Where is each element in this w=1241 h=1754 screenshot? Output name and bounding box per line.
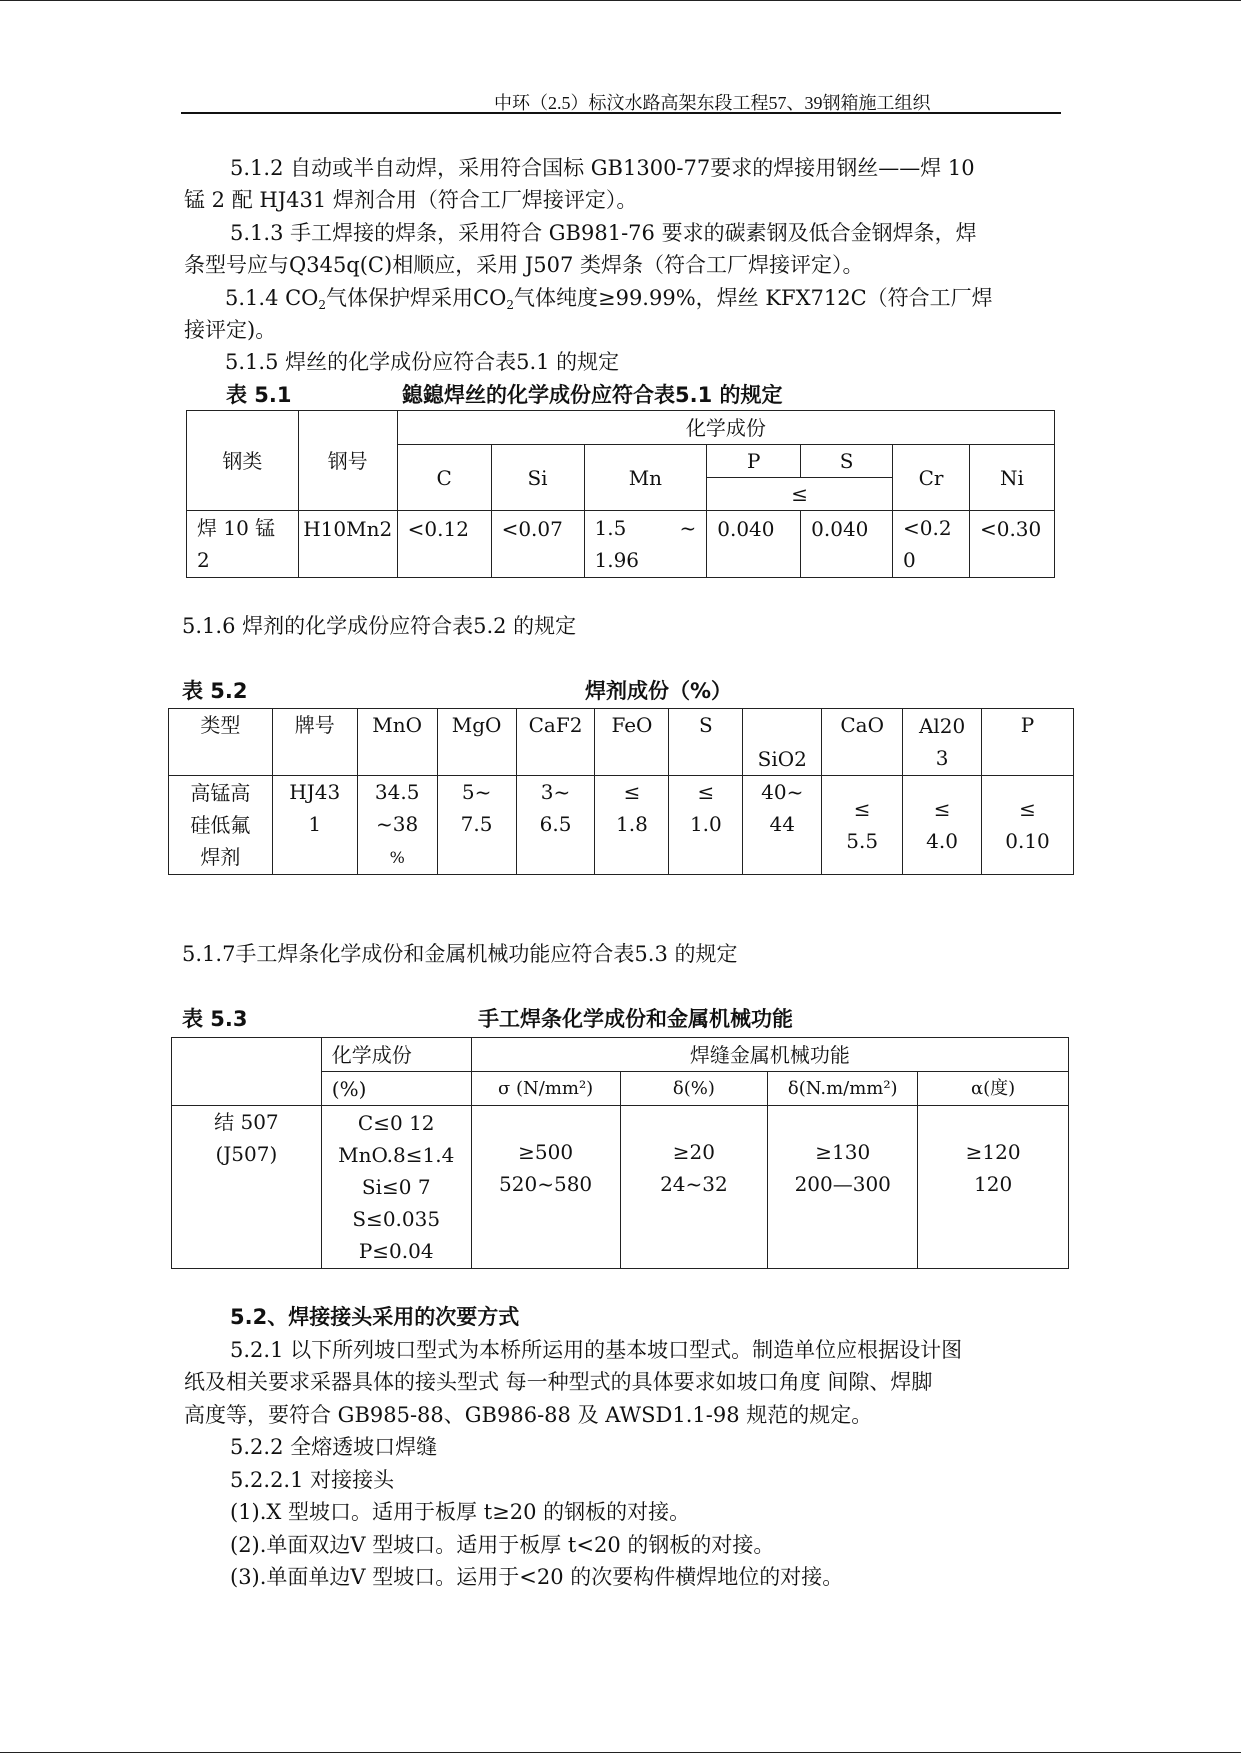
table-5-3-caption-title: 手工焊条化学成份和金属机械功能 <box>478 1007 793 1031</box>
paragraph-5-1-4-line-2: 接评定)。 <box>184 318 277 342</box>
table-5-3-header-alpha: α(度) <box>918 1072 1069 1106</box>
table-5-2-cell-mgo: 5~ 7.5 <box>437 776 516 875</box>
table-5-3-header-sigma: σ (N/mm²) <box>471 1072 620 1106</box>
table-5-2-header-sio2: SiO2 <box>743 709 822 776</box>
table-5-2-header-p: P <box>982 709 1074 776</box>
table-5-2-header-brand: 牌号 <box>272 709 357 776</box>
table-5-3-header-blank <box>172 1038 322 1106</box>
table-5-2-cell-al2o3: ≤ 4.0 <box>903 776 982 875</box>
table-5-3-caption-number: 表 5.3 <box>182 1007 248 1031</box>
table-5-2-cell-type: 高锰高 硅低氟 焊剂 <box>169 776 273 875</box>
p514-sub-2: 2 <box>506 298 514 312</box>
p514-part-1: 5.1.4 CO <box>225 286 319 310</box>
table-5-1-header-cr: Cr <box>893 445 970 511</box>
table-5-3-cell-delta-energy: ≥130 200—300 <box>768 1106 918 1269</box>
table-5-3-cell-chemistry: C≤0 12 MnO.8≤1.4 Si≤0 7 S≤0.035 P≤0.04 <box>321 1106 471 1269</box>
paragraph-5-2-2-1: 5.2.2.1 对接接头 <box>230 1468 395 1492</box>
table-5-2-header-cao: CaO <box>822 709 903 776</box>
table-5-1 <box>186 410 1055 578</box>
page-bottom-border <box>0 1752 1241 1753</box>
table-row <box>187 511 1055 578</box>
paragraph-5-2-1-line-2: 纸及相关要求采器具体的接头型式 每一种型式的具体要求如坡口角度 间隙、焊脚 <box>184 1370 933 1394</box>
paragraph-5-1-5: 5.1.5 焊丝的化学成份应符合表5.1 的规定 <box>225 350 620 374</box>
table-5-2-cell-brand: HJ43 1 <box>272 776 357 875</box>
table-5-2-cell-feo: ≤ 1.8 <box>595 776 669 875</box>
table-5-3-cell-sigma: ≥500 520~580 <box>471 1106 620 1269</box>
table-5-1-caption-number: 表 5.1 <box>226 383 292 407</box>
header-title: 中环（2.5）标汶水路高架东段工程57、39钢箱施工组织 <box>494 93 931 113</box>
table-5-1-header-type: 钢类 <box>187 411 299 511</box>
list-item: (1).X 型坡口。适用于板厚 t≥20 的钢板的对接。 <box>230 1500 691 1524</box>
table-5-1-cell-ni: <0.30 <box>969 511 1054 578</box>
table-row <box>169 776 1074 875</box>
table-5-1-header-p: P <box>707 445 801 478</box>
p514-part-3: 气体纯度≥99.99%，焊丝 KFX712C（符合工厂焊 <box>513 286 993 310</box>
p514-sub-1: 2 <box>318 298 327 312</box>
list-item: (3).单面单边V 型坡口。运用于<20 的次要构件横焊地位的对接。 <box>230 1565 844 1589</box>
table-5-1-cell-cr: <0.2 0 <box>893 511 970 578</box>
table-5-1-header-le: ≤ <box>707 478 893 511</box>
paragraph-5-1-2-line-1: 5.1.2 自动或半自动焊，采用符合国标 GB1300-77要求的焊接用钢丝——焊 10 <box>230 156 975 180</box>
table-5-1-header-mn: Mn <box>584 445 707 511</box>
table-5-1-caption-title: 鎴鎴焊丝的化学成份应符合表5.1 的规定 <box>402 383 783 407</box>
table-5-2-cell-p: ≤ 0.10 <box>982 776 1074 875</box>
table-5-1-header-chemistry: 化学成份 <box>397 411 1054 445</box>
list-item: (2).单面双边V 型坡口。适用于板厚 t<20 的钢板的对接。 <box>230 1533 775 1557</box>
paragraph-5-2-1-line-3: 高度等，要符合 GB985-88、GB986-88 及 AWSD1.1-98 规范的规定。 <box>184 1403 873 1427</box>
table-5-2-cell-mno: 34.5 ~38 % <box>357 776 437 875</box>
table-5-2-cell-sio2: 40~ 44 <box>743 776 822 875</box>
table-5-3-header-delta: δ(%) <box>620 1072 768 1106</box>
table-5-2-header-type: 类型 <box>169 709 273 776</box>
table-5-2-header-mno: MnO <box>357 709 437 776</box>
paragraph-5-1-7: 5.1.7手工焊条化学成份和金属机械功能应符合表5.3 的规定 <box>182 942 738 966</box>
paragraph-5-1-4-line-1 <box>225 284 993 319</box>
table-5-1-header-c: C <box>397 445 491 511</box>
p514-part-2: 气体保护焊采用CO <box>326 286 507 310</box>
table-5-2-header-caf2: CaF2 <box>516 709 595 776</box>
table-5-2-cell-s: ≤ 1.0 <box>669 776 743 875</box>
table-5-2-header-mgo: MgO <box>437 709 516 776</box>
paragraph-5-1-2-line-2: 锰 2 配 HJ431 焊剂合用（符合工厂焊接评定）。 <box>184 188 638 212</box>
table-5-1-cell-si: <0.07 <box>491 511 584 578</box>
table-5-1-cell-grade: H10Mn2 <box>298 511 397 578</box>
table-5-2-cell-cao: ≤ 5.5 <box>822 776 903 875</box>
table-5-1-cell-mn: 1.5 ~ 1.96 <box>584 511 707 578</box>
table-5-2-cell-caf2: 3~ 6.5 <box>516 776 595 875</box>
table-5-2-caption-number: 表 5.2 <box>182 679 248 703</box>
table-5-3-header-chemistry: 化学成份 <box>321 1038 471 1072</box>
table-5-3 <box>171 1037 1069 1269</box>
table-row <box>172 1106 1069 1269</box>
table-5-3-cell-alpha: ≥120 120 <box>918 1106 1069 1269</box>
table-5-1-header-grade: 钢号 <box>298 411 397 511</box>
table-5-2 <box>168 708 1074 875</box>
table-5-2-header-feo: FeO <box>595 709 669 776</box>
paragraph-5-2-2: 5.2.2 全熔透坡口焊缝 <box>230 1435 438 1459</box>
table-5-3-cell-delta: ≥20 24~32 <box>620 1106 768 1269</box>
table-5-1-header-s: S <box>801 445 893 478</box>
table-5-2-header-s: S <box>669 709 743 776</box>
section-5-2-heading: 5.2、焊接接头采用的次要方式 <box>230 1305 520 1329</box>
paragraph-5-1-3-line-1: 5.1.3 手工焊接的焊条，采用符合 GB981-76 要求的碳素钢及低合金钢焊条，焊 <box>230 221 977 245</box>
table-5-1-header-ni: Ni <box>969 445 1054 511</box>
table-5-2-caption-title: 焊剂成份（%） <box>585 679 733 703</box>
paragraph-5-1-3-line-2: 条型号应与Q345q(C)相顺应，采用 J507 类焊条（符合工厂焊接评定）。 <box>184 253 864 277</box>
table-5-1-cell-s: 0.040 <box>801 511 893 578</box>
table-5-1-cell-type: 焊 10 锰 2 <box>187 511 299 578</box>
table-5-3-header-chemistry-unit: (%) <box>321 1072 471 1106</box>
table-5-3-header-mechanical: 焊缝金属机械功能 <box>471 1038 1068 1072</box>
paragraph-5-1-6: 5.1.6 焊剂的化学成份应符合表5.2 的规定 <box>182 614 577 638</box>
table-5-3-cell-type: 结 507 (J507) <box>172 1106 322 1269</box>
table-5-1-cell-p: 0.040 <box>707 511 801 578</box>
table-5-1-header-si: Si <box>491 445 584 511</box>
page-top-border <box>0 0 1241 1</box>
table-5-3-header-delta-energy: δ(N.m/mm²) <box>768 1072 918 1106</box>
table-5-2-header-al2o3: Al20 3 <box>903 709 982 776</box>
header-rule <box>181 112 1061 114</box>
table-5-1-cell-c: <0.12 <box>397 511 491 578</box>
paragraph-5-2-1-line-1: 5.2.1 以下所列坡口型式为本桥所运用的基本坡口型式。制造单位应根据设计图 <box>230 1338 963 1362</box>
